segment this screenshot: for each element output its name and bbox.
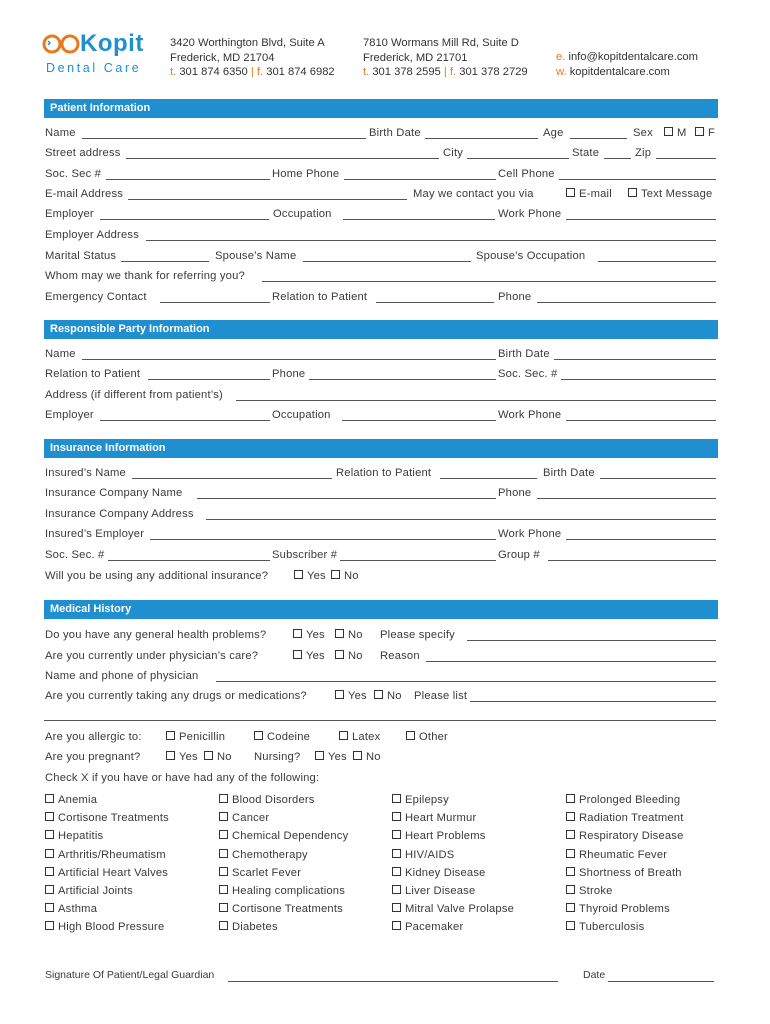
checkbox-icon[interactable] bbox=[219, 885, 228, 894]
condition-item[interactable] bbox=[45, 793, 97, 807]
condition-label: Anemia bbox=[58, 794, 98, 806]
condition-item[interactable] bbox=[219, 902, 343, 916]
state-field[interactable] bbox=[604, 158, 631, 159]
condition-item[interactable] bbox=[219, 811, 269, 825]
rp-ssn-label: Soc. Sec. # bbox=[498, 368, 558, 380]
condition-label: Liver Disease bbox=[405, 885, 476, 897]
checkbox-icon[interactable] bbox=[392, 812, 401, 821]
allergy-codeine[interactable]: Codeine bbox=[254, 730, 310, 744]
rp-occupation-label: Occupation bbox=[272, 409, 331, 421]
website-link[interactable]: kopitdentalcare.com bbox=[569, 65, 670, 78]
logo-subtitle: Dental Care bbox=[46, 61, 142, 75]
work-phone-label: Work Phone bbox=[498, 208, 562, 220]
employer-address-field[interactable] bbox=[146, 240, 716, 241]
marital-field[interactable] bbox=[121, 261, 209, 262]
ins-phone-field[interactable] bbox=[537, 498, 716, 499]
condition-label: Tuberculosis bbox=[579, 921, 645, 934]
email-link[interactable]: info@kopitdentalcare.com bbox=[568, 51, 698, 63]
ssn-field[interactable] bbox=[106, 179, 270, 180]
nursing-label: Nursing? bbox=[254, 751, 301, 763]
general-no[interactable]: No bbox=[335, 628, 363, 642]
condition-item[interactable] bbox=[219, 920, 278, 934]
section-patient-info: Patient Information bbox=[44, 99, 718, 118]
employer-label: Employer bbox=[45, 208, 94, 220]
condition-label: Blood Disorders bbox=[232, 794, 315, 806]
condition-label: Mitral Valve Prolapse bbox=[405, 903, 515, 916]
checkbox-icon[interactable] bbox=[566, 794, 575, 803]
office-2-addr1: 7810 Wormans Mill Rd, Suite D bbox=[363, 37, 519, 49]
condition-item[interactable] bbox=[566, 829, 684, 843]
condition-label: Artificial Heart Valves bbox=[58, 866, 169, 879]
physician-name-label: Name and phone of physician bbox=[45, 670, 199, 682]
checkbox-icon[interactable] bbox=[219, 830, 228, 839]
condition-label: Respiratory Disease bbox=[579, 830, 684, 843]
condition-item[interactable] bbox=[45, 884, 133, 898]
allergy-latex[interactable]: Latex bbox=[339, 730, 380, 744]
spouse-name-field[interactable] bbox=[303, 261, 471, 262]
physician-care-label: Are you currently under physician’s care? bbox=[45, 650, 259, 662]
checkbox-icon[interactable] bbox=[315, 751, 324, 760]
pregnant-no[interactable]: No bbox=[204, 750, 232, 764]
checkbox-icon[interactable] bbox=[566, 849, 575, 858]
rp-occupation-field[interactable] bbox=[342, 420, 496, 421]
checkbox-icon[interactable] bbox=[219, 903, 228, 912]
street-label: Street address bbox=[45, 147, 121, 159]
condition-label: Diabetes bbox=[232, 921, 278, 934]
checkbox-icon[interactable] bbox=[45, 812, 54, 821]
section-responsible-party: Responsible Party Information bbox=[44, 320, 718, 339]
checkbox-icon[interactable] bbox=[219, 867, 228, 876]
checkbox-icon[interactable] bbox=[339, 731, 348, 740]
referral-field[interactable] bbox=[262, 281, 716, 282]
logo-mark-icon bbox=[42, 33, 84, 55]
rp-address-label: Address (if different from patient’s) bbox=[45, 389, 223, 401]
condition-label: Asthma bbox=[58, 903, 98, 916]
emergency-relation-label: Relation to Patient bbox=[272, 291, 368, 303]
condition-item[interactable] bbox=[566, 902, 670, 916]
checkbox-icon[interactable] bbox=[166, 731, 175, 740]
allergy-penicillin[interactable]: Penicillin bbox=[166, 730, 225, 744]
condition-item[interactable] bbox=[392, 848, 454, 862]
please-list-field-2[interactable] bbox=[44, 720, 716, 721]
condition-item[interactable] bbox=[566, 811, 684, 825]
rp-work-phone-field[interactable] bbox=[566, 420, 716, 421]
occupation-label: Occupation bbox=[273, 208, 332, 220]
contact-email-option[interactable]: E-mail bbox=[566, 187, 612, 201]
condition-label: Heart Problems bbox=[405, 830, 486, 843]
condition-item[interactable] bbox=[392, 920, 463, 934]
employer-address-label: Employer Address bbox=[45, 229, 139, 241]
condition-item[interactable] bbox=[566, 793, 680, 807]
city-field[interactable] bbox=[467, 158, 569, 159]
zip-field[interactable] bbox=[656, 158, 716, 159]
ins-work-phone-label: Work Phone bbox=[498, 528, 562, 540]
office-1-tel[interactable]: 301 874 6350 bbox=[179, 66, 248, 78]
general-yes[interactable]: Yes bbox=[293, 628, 325, 642]
condition-item[interactable] bbox=[45, 920, 164, 934]
checkbox-icon[interactable] bbox=[566, 903, 575, 912]
group-field[interactable] bbox=[548, 560, 716, 561]
checkbox-icon[interactable] bbox=[664, 127, 673, 136]
cell-phone-label: Cell Phone bbox=[498, 168, 555, 180]
office-2-phones: t. 301 378 2595 | f. 301 378 2729 bbox=[363, 66, 528, 78]
checkbox-icon[interactable] bbox=[392, 830, 401, 839]
referral-label: Whom may we thank for referring you? bbox=[45, 270, 245, 282]
spouse-name-label: Spouse’s Name bbox=[215, 250, 297, 262]
spouse-occupation-label: Spouse’s Occupation bbox=[476, 250, 586, 262]
age-label: Age bbox=[543, 127, 564, 139]
ins-work-phone-field[interactable] bbox=[566, 539, 716, 540]
marital-label: Marital Status bbox=[45, 250, 117, 262]
checkbox-icon[interactable] bbox=[219, 921, 228, 930]
checkbox-icon[interactable] bbox=[566, 885, 575, 894]
physician-care-no[interactable]: No bbox=[335, 649, 363, 663]
office-1-addr1: 3420 Worthington Blvd, Suite A bbox=[170, 37, 325, 49]
rp-name-label: Name bbox=[45, 348, 76, 360]
condition-label: Stroke bbox=[579, 885, 613, 897]
pregnant-yes[interactable]: Yes bbox=[166, 750, 198, 764]
checkbox-icon[interactable] bbox=[566, 921, 575, 930]
ins-relation-label: Relation to Patient bbox=[336, 467, 432, 479]
condition-label: Cancer bbox=[232, 812, 270, 825]
condition-label: Epilepsy bbox=[405, 794, 449, 806]
condition-label: Chemical Dependency bbox=[232, 830, 349, 843]
condition-label: Chemotherapy bbox=[232, 848, 308, 861]
employer-field[interactable] bbox=[100, 219, 269, 220]
condition-label: Cortisone Treatments bbox=[232, 903, 343, 916]
sex-m-option[interactable]: M bbox=[664, 126, 687, 140]
condition-item[interactable] bbox=[219, 884, 345, 898]
condition-label: Radiation Treatment bbox=[579, 812, 684, 825]
subscriber-label: Subscriber # bbox=[272, 549, 338, 561]
rp-address-field[interactable] bbox=[236, 400, 716, 401]
condition-item[interactable] bbox=[392, 793, 449, 807]
condition-label: Healing complications bbox=[232, 885, 346, 897]
drugs-label: Are you currently taking any drugs or medications? bbox=[45, 690, 307, 702]
condition-label: Thyroid Problems bbox=[579, 903, 670, 916]
emergency-field[interactable] bbox=[160, 302, 270, 303]
reason-field[interactable] bbox=[426, 661, 716, 662]
condition-item[interactable] bbox=[566, 920, 644, 934]
name-field[interactable] bbox=[82, 138, 366, 139]
checkbox-icon[interactable] bbox=[204, 751, 213, 760]
checkbox-icon[interactable] bbox=[294, 570, 303, 579]
check-x-instructions: Check X if you have or have had any of the following: bbox=[45, 772, 320, 784]
ins-ssn-field[interactable] bbox=[108, 560, 270, 561]
checkbox-icon[interactable] bbox=[45, 903, 54, 912]
condition-item[interactable] bbox=[219, 829, 348, 843]
birth-date-label: Birth Date bbox=[369, 127, 421, 139]
condition-item[interactable] bbox=[392, 902, 514, 916]
section-insurance: Insurance Information bbox=[44, 439, 718, 458]
condition-label: High Blood Pressure bbox=[58, 921, 165, 934]
checkbox-icon[interactable] bbox=[219, 794, 228, 803]
cell-phone-field[interactable] bbox=[559, 179, 716, 180]
checkbox-icon[interactable] bbox=[353, 751, 362, 760]
age-field[interactable] bbox=[570, 138, 627, 139]
checkbox-icon[interactable] bbox=[45, 794, 54, 803]
sex-f-option[interactable]: F bbox=[695, 126, 715, 140]
condition-label: Pacemaker bbox=[405, 921, 464, 934]
additional-ins-no[interactable]: No bbox=[331, 569, 359, 583]
ins-birth-date-label: Birth Date bbox=[543, 467, 595, 479]
condition-label: Artificial Joints bbox=[58, 885, 133, 897]
condition-item[interactable] bbox=[45, 866, 168, 880]
name-label: Name bbox=[45, 127, 76, 139]
condition-label: Shortness of Breath bbox=[579, 866, 682, 879]
date-label: Date bbox=[583, 969, 606, 981]
checkbox-icon[interactable] bbox=[335, 650, 344, 659]
condition-label: Cortisone Treatments bbox=[58, 812, 169, 825]
nursing-no[interactable]: No bbox=[353, 750, 381, 764]
checkbox-icon[interactable] bbox=[335, 690, 344, 699]
home-phone-label: Home Phone bbox=[272, 168, 340, 180]
condition-item[interactable] bbox=[566, 866, 682, 880]
ins-relation-field[interactable] bbox=[440, 478, 537, 479]
condition-item[interactable] bbox=[566, 848, 667, 862]
rp-employer-label: Employer bbox=[45, 409, 94, 421]
condition-item[interactable] bbox=[392, 829, 486, 843]
general-problems-label: Do you have any general health problems? bbox=[45, 629, 267, 641]
checkbox-icon[interactable] bbox=[293, 629, 302, 638]
condition-item[interactable] bbox=[45, 811, 169, 825]
additional-ins-label: Will you be using any additional insurance? bbox=[45, 570, 269, 582]
emergency-phone-field[interactable] bbox=[537, 302, 716, 303]
condition-item[interactable] bbox=[45, 848, 166, 862]
drugs-no[interactable]: No bbox=[374, 689, 402, 703]
emergency-label: Emergency Contact bbox=[45, 291, 147, 303]
subscriber-field[interactable] bbox=[340, 560, 496, 561]
condition-item[interactable] bbox=[45, 902, 97, 916]
office-1-fax: 301 874 6982 bbox=[266, 66, 335, 78]
ins-company-field[interactable] bbox=[197, 498, 496, 499]
condition-item[interactable] bbox=[566, 884, 613, 898]
checkbox-icon[interactable] bbox=[219, 849, 228, 858]
condition-item[interactable] bbox=[392, 884, 475, 898]
ins-birth-date-field[interactable] bbox=[600, 478, 716, 479]
emergency-phone-label: Phone bbox=[498, 291, 532, 303]
work-phone-field[interactable] bbox=[566, 219, 716, 220]
ins-ssn-label: Soc. Sec. # bbox=[45, 549, 105, 561]
email-field[interactable] bbox=[128, 199, 407, 200]
rp-relation-field[interactable] bbox=[148, 379, 270, 380]
condition-item[interactable] bbox=[219, 866, 301, 880]
rp-birth-date-label: Birth Date bbox=[498, 348, 550, 360]
section-medical-history: Medical History bbox=[44, 600, 718, 619]
contact-info: e. info@kopitdentalcare.com w. kopitdentalcare.com bbox=[556, 51, 698, 78]
allergy-other[interactable]: Other bbox=[406, 730, 448, 744]
checkbox-icon[interactable] bbox=[219, 812, 228, 821]
pregnant-label: Are you pregnant? bbox=[45, 751, 141, 763]
rp-name-field[interactable] bbox=[82, 359, 496, 360]
signature-field[interactable] bbox=[228, 981, 558, 982]
rp-work-phone-label: Work Phone bbox=[498, 409, 562, 421]
checkbox-icon[interactable] bbox=[45, 830, 54, 839]
specify-field[interactable] bbox=[467, 640, 716, 641]
zip-label: Zip bbox=[635, 147, 652, 159]
checkbox-icon[interactable] bbox=[166, 751, 175, 760]
office-2-tel[interactable]: 301 378 2595 bbox=[372, 66, 441, 78]
condition-label: Prolonged Bleeding bbox=[579, 794, 681, 806]
specify-label: Please specify bbox=[380, 629, 455, 641]
condition-item[interactable] bbox=[219, 793, 315, 807]
physician-care-yes[interactable]: Yes bbox=[293, 649, 325, 663]
checkbox-icon[interactable] bbox=[254, 731, 263, 740]
checkbox-icon[interactable] bbox=[45, 849, 54, 858]
condition-label: Heart Murmur bbox=[405, 812, 477, 825]
contact-text-option[interactable]: Text Message bbox=[628, 187, 712, 201]
signature-label: Signature Of Patient/Legal Guardian bbox=[45, 969, 215, 981]
checkbox-icon[interactable] bbox=[392, 921, 401, 930]
office-1 bbox=[170, 36, 335, 80]
checkbox-icon[interactable] bbox=[566, 830, 575, 839]
checkbox-icon[interactable] bbox=[406, 731, 415, 740]
group-label: Group # bbox=[498, 549, 540, 561]
condition-label: Arthritis/Rheumatism bbox=[58, 848, 166, 861]
may-contact-label: May we contact you via bbox=[413, 188, 534, 200]
emergency-relation-field[interactable] bbox=[376, 302, 494, 303]
checkbox-icon[interactable] bbox=[45, 921, 54, 930]
drugs-yes[interactable]: Yes bbox=[335, 689, 367, 703]
physician-name-field[interactable] bbox=[216, 681, 716, 682]
ssn-label: Soc. Sec # bbox=[45, 168, 102, 180]
condition-label: Rheumatic Fever bbox=[579, 848, 668, 861]
ins-phone-label: Phone bbox=[498, 487, 532, 499]
office-1-phones: t. 301 874 6350 | f. 301 874 6982 bbox=[170, 66, 335, 78]
condition-item[interactable] bbox=[392, 866, 486, 880]
please-list-label: Please list bbox=[414, 690, 468, 702]
office-1-addr2: Frederick, MD 21704 bbox=[170, 51, 275, 64]
checkbox-icon[interactable] bbox=[392, 794, 401, 803]
ins-company-address-label: Insurance Company Address bbox=[45, 508, 194, 520]
insured-employer-label: Insured’s Employer bbox=[45, 528, 145, 540]
street-field[interactable] bbox=[126, 158, 439, 159]
checkbox-icon[interactable] bbox=[392, 885, 401, 894]
checkbox-icon[interactable] bbox=[331, 570, 340, 579]
checkbox-icon[interactable] bbox=[45, 885, 54, 894]
ins-company-label: Insurance Company Name bbox=[45, 487, 183, 499]
city-label: City bbox=[443, 147, 464, 159]
rp-birth-date-field[interactable] bbox=[554, 359, 716, 360]
checkbox-icon[interactable] bbox=[628, 188, 637, 197]
checkbox-icon[interactable] bbox=[45, 867, 54, 876]
additional-ins-yes[interactable]: Yes bbox=[294, 569, 326, 583]
condition-label: Kidney Disease bbox=[405, 866, 486, 879]
spouse-occupation-field[interactable] bbox=[598, 261, 716, 262]
office-2 bbox=[363, 36, 528, 80]
reason-label: Reason bbox=[380, 650, 420, 662]
checkbox-icon[interactable] bbox=[566, 188, 575, 197]
checkbox-icon[interactable] bbox=[392, 903, 401, 912]
state-label: State bbox=[572, 147, 600, 159]
logo bbox=[42, 30, 152, 80]
office-2-fax: 301 378 2729 bbox=[459, 66, 528, 78]
rp-phone-field[interactable] bbox=[309, 379, 496, 380]
condition-item[interactable] bbox=[392, 811, 476, 825]
allergic-label: Are you allergic to: bbox=[45, 731, 142, 743]
condition-label: HIV/AIDS bbox=[405, 848, 455, 861]
nursing-yes[interactable]: Yes bbox=[315, 750, 347, 764]
occupation-field[interactable] bbox=[343, 219, 495, 220]
rp-relation-label: Relation to Patient bbox=[45, 368, 141, 380]
email-label: E-mail Address bbox=[45, 188, 124, 200]
insured-name-label: Insured’s Name bbox=[45, 467, 126, 479]
checkbox-icon[interactable] bbox=[392, 849, 401, 858]
checkbox-icon[interactable] bbox=[374, 690, 383, 699]
condition-label: Scarlet Fever bbox=[232, 866, 302, 879]
checkbox-icon[interactable] bbox=[566, 867, 575, 876]
insured-employer-field[interactable] bbox=[150, 539, 496, 540]
checkbox-icon[interactable] bbox=[566, 812, 575, 821]
please-list-field[interactable] bbox=[470, 701, 716, 702]
insured-name-field[interactable] bbox=[132, 478, 332, 479]
condition-item[interactable] bbox=[45, 829, 103, 843]
birth-date-field[interactable] bbox=[425, 138, 538, 139]
condition-label: Hepatitis bbox=[58, 830, 104, 843]
condition-item[interactable] bbox=[219, 848, 308, 862]
rp-employer-field[interactable] bbox=[100, 420, 270, 421]
rp-ssn-field[interactable] bbox=[561, 379, 716, 380]
home-phone-field[interactable] bbox=[344, 179, 496, 180]
rp-phone-label: Phone bbox=[272, 368, 306, 380]
checkbox-icon[interactable] bbox=[293, 650, 302, 659]
checkbox-icon[interactable] bbox=[335, 629, 344, 638]
sex-label: Sex bbox=[633, 127, 653, 139]
ins-company-address-field[interactable] bbox=[206, 519, 716, 520]
checkbox-icon[interactable] bbox=[392, 867, 401, 876]
office-2-addr2: Frederick, MD 21701 bbox=[363, 51, 468, 64]
logo-word: Kopit bbox=[80, 30, 144, 57]
checkbox-icon[interactable] bbox=[695, 127, 704, 136]
date-field[interactable] bbox=[608, 981, 714, 982]
